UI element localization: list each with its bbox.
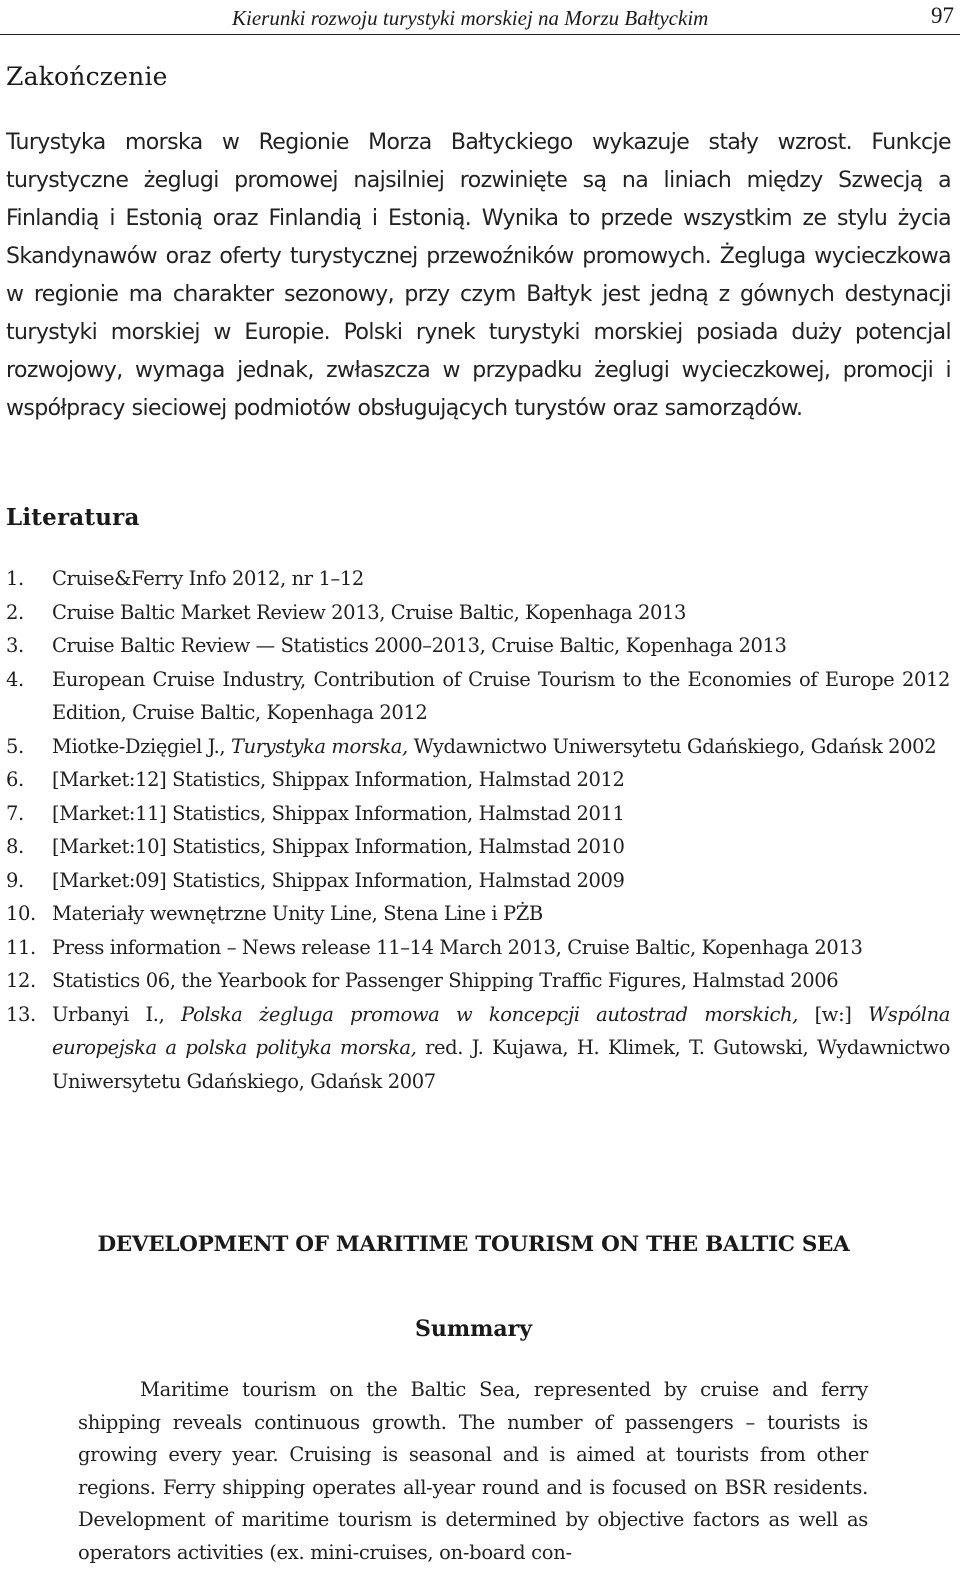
reference-item [6,797,950,831]
reference-number: 7. [6,801,24,825]
reference-author: Miotke-Dzięgiel J., [52,734,226,758]
literature-heading: Literatura [6,504,140,531]
reference-title: Polska żegluga promowa w koncepcji autostrad morskich, [181,1002,798,1026]
reference-text: [Market:10] Statistics, Shippax Information, Halmstad 2010 [52,835,625,858]
reference-item [6,864,950,898]
reference-item [6,998,950,1099]
conclusion-heading: Zakończenie [6,62,168,91]
reference-number: 9. [6,868,24,892]
reference-item [6,596,950,630]
reference-number: 6. [6,768,24,791]
reference-text: Cruise Baltic Market Review 2013, Cruise Baltic, Kopenhaga 2013 [52,600,687,624]
reference-number: 4. [6,667,24,691]
reference-text: Materiały wewnętrzne Unity Line, Stena Line i PŻB [52,902,543,925]
reference-item [6,663,950,730]
reference-text: Cruise&Ferry Info 2012, nr 1–12 [52,567,364,590]
reference-item [6,897,950,931]
reference-text: [Market:12] Statistics, Shippax Information, Halmstad 2012 [52,768,625,791]
english-article-title: DEVELOPMENT OF MARITIME TOURISM ON THE BALTIC SEA [97,1232,850,1257]
reference-publisher: Wydawnictwo Uniwersytetu Gdańskiego, Gdańsk 2002 [413,734,937,758]
reference-number: 5. [6,734,24,758]
reference-text: Press information – News release 11–14 March 2013, Cruise Baltic, Kopenhaga 2013 [52,935,863,959]
reference-item [6,562,950,596]
reference-text: [Market:11] Statistics, Shippax Information, Halmstad 2011 [52,801,625,825]
summary-heading: Summary [414,1316,533,1342]
reference-list [6,562,950,1098]
reference-item [6,763,950,797]
reference-in: [w:] [814,1002,852,1026]
reference-item [6,629,950,663]
reference-number: 8. [6,835,24,858]
reference-publisher: red. J. Kujawa, H. Klimek, T. Gutowski, Wydawnictwo Uniwersytetu Gdańskiego, Gdańsk 2007 [52,1036,950,1093]
reference-text: Cruise Baltic Review — Statistics 2000–2013, Cruise Baltic, Kopenhaga 2013 [52,634,787,657]
reference-number: 10. [6,902,36,925]
running-title: Kierunki rozwoju turystyki morskiej na Morzu Bałtyckim [232,6,709,30]
page-header [0,0,960,35]
reference-number: 2. [6,600,24,624]
summary-paragraph: Maritime tourism on the Baltic Sea, represented by cruise and ferry shipping reveals continuous growth. The number of passengers – tourists is growing every year. Cruising is seasonal and is aimed at tourists from other regions. Ferry shipping operates all-year round and is focused on BSR residents. Development of maritime tourism is determined by objective factors as well as operators activities (ex. mini-cruises, on-board con- [78,1378,868,1564]
reference-collection-title: Wspólna europejska a polska polityka morska, [52,1002,951,1059]
reference-number: 1. [6,567,24,590]
reference-item [6,964,950,998]
reference-text: Statistics 06, the Yearbook for Passenger Shipping Traffic Figures, Halmstad 2006 [52,969,839,992]
reference-item [6,931,950,965]
reference-item [6,730,950,764]
page-number: 97 [931,3,954,28]
reference-number: 13. [6,1002,36,1026]
reference-title: Turystyka morska, [231,734,408,758]
reference-text: European Cruise Industry, Contribution of Cruise Tourism to the Economies of Europe 2012 Edition, Cruise Baltic, Kopenhaga 2012 [52,667,950,724]
reference-text: [Market:09] Statistics, Shippax Information, Halmstad 2009 [52,868,625,892]
reference-item [6,830,950,864]
reference-number: 11. [6,935,36,959]
reference-number: 12. [6,969,36,992]
conclusion-paragraph: Turystyka morska w Regionie Morza Bałtyckiego wykazuje stały wzrost. Funkcje turystyczne żeglugi promowej najsilniej rozwinięte są na liniach między Szwecją a Finlandią i Estonią oraz Finlandią i Estonią. Wynika to przede wszystkim ze stylu życia Skandynawów oraz oferty turystycznej przewoźników promowych. Żegluga wycieczkowa w regionie ma charakter sezonowy, przy czym Bałtyk jest jedną z gównych destynacji turystyki morskiej w Europie. Polski rynek turystyki morskiej posiada duży potencjal rozwojowy, wymaga jednak, zwłaszcza w przypadku żeglugi wycieczkowej, promocji i współpracy sieciowej podmiotów obsługujących turystów oraz samorządów. [6,130,951,421]
reference-number: 3. [6,634,24,657]
reference-author: Urbanyi I., [52,1002,165,1026]
